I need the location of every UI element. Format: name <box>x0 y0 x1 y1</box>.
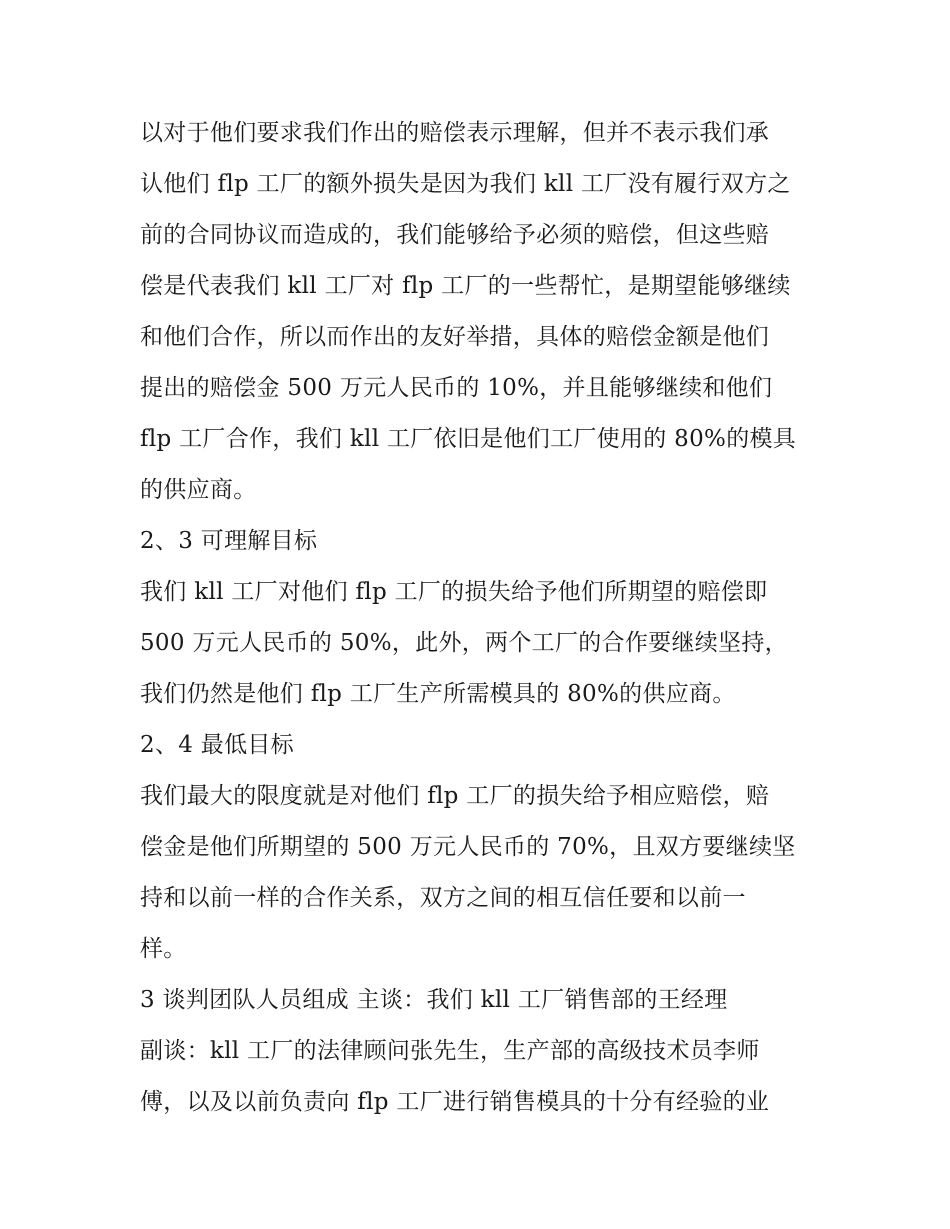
text-line: 样。 <box>140 936 187 962</box>
text-line: 提出的赔偿金 500 万元人民币的 10%，并且能够继续和他们 <box>140 375 773 401</box>
text-line: 副谈：kll 工厂的法律顾问张先生，生产部的高级技术员李师 <box>140 1038 760 1064</box>
text-line: 傅，以及以前负责向 flp 工厂进行销售模具的十分有经验的业 <box>140 1089 770 1115</box>
text-line: 和他们合作，所以而作出的友好举措，具体的赔偿金额是他们 <box>140 324 770 350</box>
text-line: 500 万元人民币的 50%，此外，两个工厂的合作要继续坚持， <box>140 630 788 656</box>
text-line: 认他们 flp 工厂的额外损失是因为我们 kll 工厂没有履行双方之 <box>140 171 791 197</box>
text-line: 持和以前一样的合作关系，双方之间的相互信任要和以前一 <box>140 885 746 911</box>
text-line: 偿是代表我们 kll 工厂对 flp 工厂的一些帮忙，是期望能够继续 <box>140 273 791 299</box>
text-line: 我们 kll 工厂对他们 flp 工厂的损失给予他们所期望的赔偿即 <box>140 579 768 605</box>
text-line: 我们最大的限度就是对他们 flp 工厂的损失给予相应赔偿，赔 <box>140 783 770 809</box>
section-heading: 2、4 最低目标 <box>140 732 294 758</box>
text-line: 我们仍然是他们 flp 工厂生产所需模具的 80%的供应商。 <box>140 681 736 707</box>
document-body <box>140 108 820 1128</box>
section-heading: 2、3 可理解目标 <box>140 528 318 554</box>
section-heading: 3 谈判团队人员组成 主谈：我们 kll 工厂销售部的王经理 <box>140 987 728 1013</box>
text-line: 以对于他们要求我们作出的赔偿表示理解，但并不表示我们承 <box>140 120 770 146</box>
text-line: flp 工厂合作，我们 kll 工厂依旧是他们工厂使用的 80%的模具 <box>140 426 797 452</box>
text-line: 的供应商。 <box>140 477 257 503</box>
text-line: 前的合同协议而造成的，我们能够给予必须的赔偿，但这些赔 <box>140 222 770 248</box>
text-line: 偿金是他们所期望的 500 万元人民币的 70%，且双方要继续坚 <box>140 834 796 860</box>
